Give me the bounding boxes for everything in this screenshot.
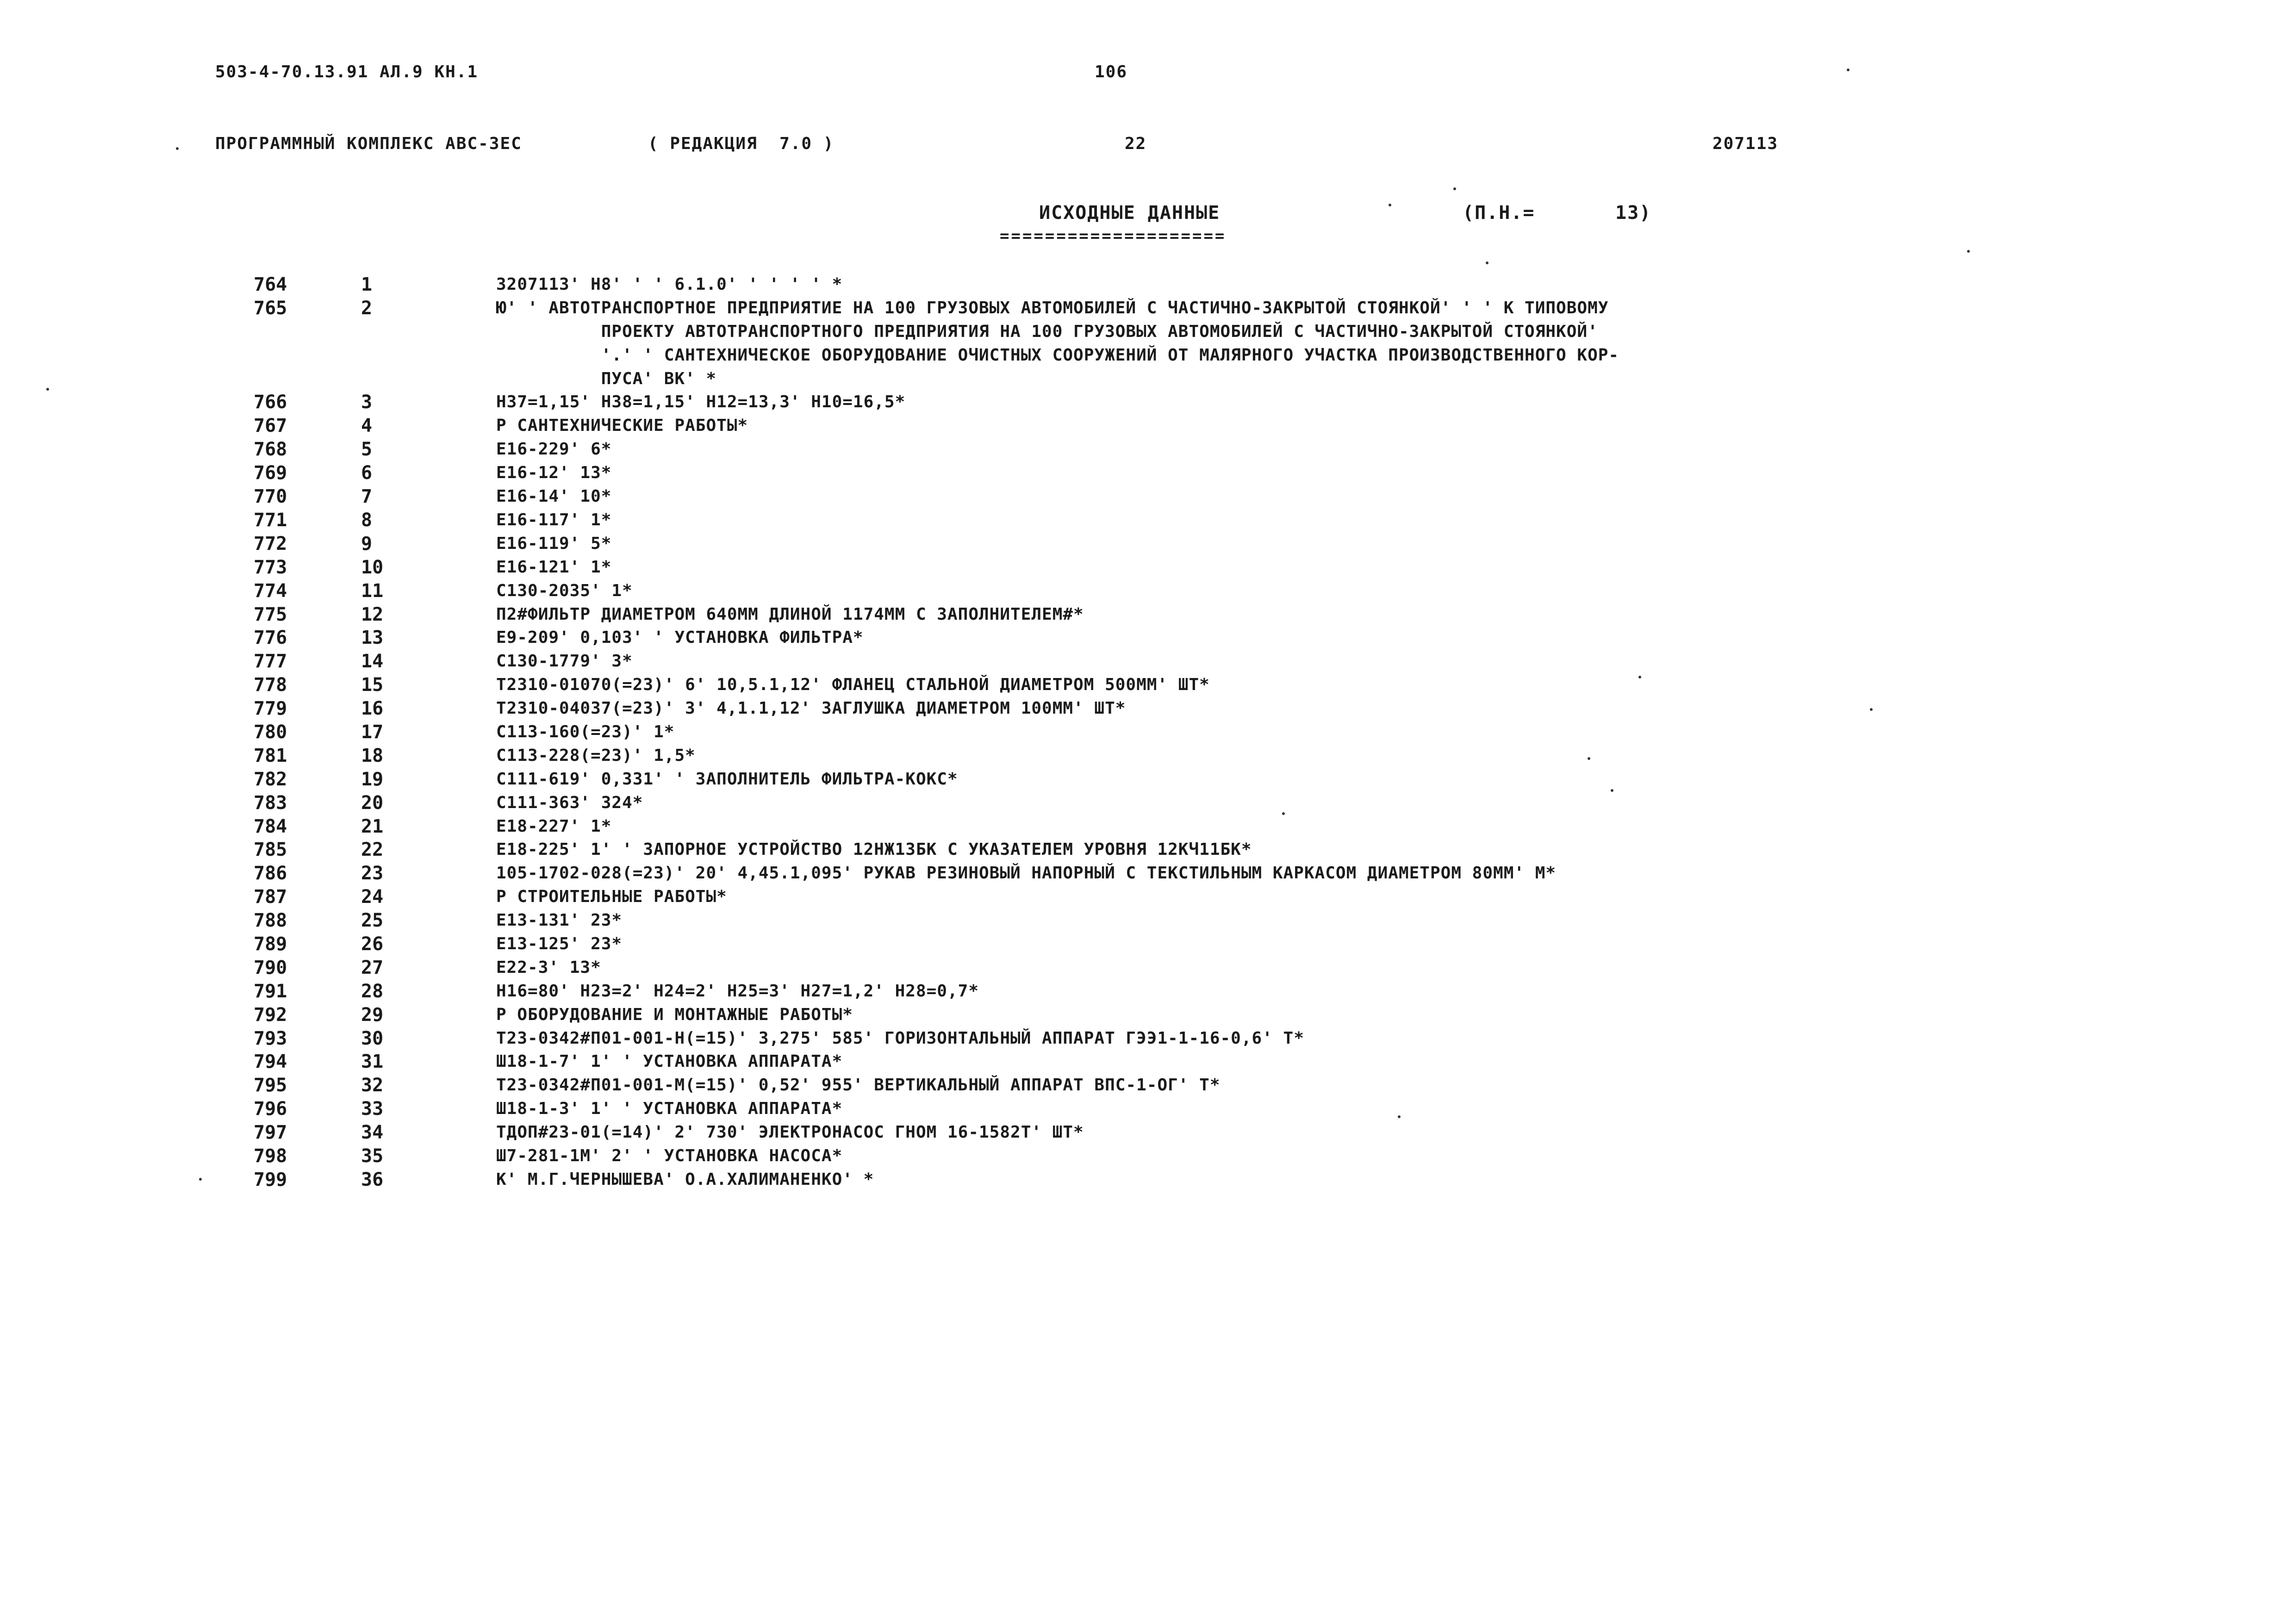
row-text: С113-228(=23)' 1,5* <box>496 746 696 765</box>
row-line-number: 23 <box>361 863 384 884</box>
row-line-number: 31 <box>361 1051 384 1073</box>
row-sequence-number: 780 <box>254 721 287 743</box>
row-text: ПУСА' ВК' * <box>496 369 717 388</box>
listing-row <box>0 956 2273 980</box>
row-sequence-number: 799 <box>254 1169 287 1190</box>
row-text: Е18-227' 1* <box>496 816 612 836</box>
listing-row <box>0 1074 2273 1097</box>
listing-row <box>0 791 2273 815</box>
row-line-number: 34 <box>361 1122 384 1144</box>
row-sequence-number: 788 <box>254 910 287 932</box>
title-underline: ==================== <box>1000 227 1227 245</box>
listing-row <box>0 697 2273 721</box>
row-line-number: 32 <box>361 1075 384 1096</box>
row-sequence-number: 794 <box>254 1051 287 1073</box>
row-text: С130-2035' 1* <box>496 581 633 600</box>
listing-rows <box>0 273 2273 1192</box>
listing-row <box>0 721 2273 744</box>
row-sequence-number: 766 <box>254 392 287 413</box>
listing-row <box>0 815 2273 839</box>
row-line-number: 16 <box>361 698 384 720</box>
program-name: ПРОГРАММНЫЙ КОМПЛЕКС АВС-3ЕС <box>215 134 522 153</box>
row-line-number: 5 <box>361 439 373 460</box>
row-sequence-number: 798 <box>254 1145 287 1167</box>
row-line-number: 30 <box>361 1027 384 1049</box>
listing-row <box>0 297 2273 391</box>
row-line-number: 28 <box>361 980 384 1002</box>
listing-row <box>0 933 2273 956</box>
row-text: Р САНТЕХНИЧЕСКИЕ РАБОТЫ* <box>496 416 748 436</box>
row-text: Е16-117' 1* <box>496 510 612 529</box>
row-sequence-number: 776 <box>254 627 287 649</box>
row-line-number: 2 <box>361 297 373 319</box>
row-line-number: 1 <box>361 274 373 295</box>
row-line-number: 4 <box>361 415 373 437</box>
row-sequence-number: 797 <box>254 1122 287 1144</box>
listing-row <box>0 1145 2273 1168</box>
row-text: Е22-3' 13* <box>496 958 601 977</box>
listing-row <box>0 532 2273 556</box>
row-sequence-number: 789 <box>254 933 287 955</box>
row-text: Т2310-04037(=23)' 3' 4,1.1,12' ЗАГЛУШКА ДИАМЕТРОМ 100ММ' ШТ* <box>496 699 1126 718</box>
row-line-number: 6 <box>361 462 373 484</box>
row-text: '.' ' САНТЕХНИЧЕСКОЕ ОБОРУДОВАНИЕ ОЧИСТНЫХ СООРУЖЕНИЙ ОТ МАЛЯРНОГО УЧАСТКА ПРОИЗВОДСТВЕННОГО КОР- <box>496 345 1619 365</box>
row-line-number: 22 <box>361 839 384 861</box>
row-sequence-number: 775 <box>254 604 287 625</box>
listing-row <box>0 1050 2273 1074</box>
row-sequence-number: 782 <box>254 768 287 790</box>
listing-row <box>0 673 2273 697</box>
row-sequence-number: 777 <box>254 651 287 672</box>
listing-row <box>0 768 2273 791</box>
section-title: ИСХОДНЫЕ ДАННЫЕ <box>1039 202 1221 224</box>
listing-row <box>0 744 2273 768</box>
row-line-number: 7 <box>361 486 373 508</box>
row-line-number: 21 <box>361 815 384 837</box>
section-number: 22 <box>1125 134 1147 153</box>
listing-row <box>0 461 2273 485</box>
row-text: С130-1779' 3* <box>496 652 633 671</box>
row-line-number: 3 <box>361 392 373 413</box>
row-sequence-number: 773 <box>254 556 287 578</box>
row-text: Р СТРОИТЕЛЬНЫЕ РАБОТЫ* <box>496 887 727 907</box>
edition: ( РЕДАКЦИЯ 7.0 ) <box>648 134 834 153</box>
listing-code: 207113 <box>1713 134 1779 153</box>
row-sequence-number: 792 <box>254 1004 287 1026</box>
scan-speck <box>1588 757 1590 760</box>
row-line-number: 29 <box>361 1004 384 1026</box>
scan-speck <box>176 147 179 150</box>
listing-row <box>0 838 2273 862</box>
row-text: Ш7-281-1М' 2' ' УСТАНОВКА НАСОСА* <box>496 1146 843 1165</box>
row-text: Н37=1,15' Н38=1,15' Н12=13,3' Н10=16,5* <box>496 392 906 412</box>
listing-row <box>0 980 2273 1003</box>
row-text: Е16-229' 6* <box>496 440 612 459</box>
row-sequence-number: 768 <box>254 439 287 460</box>
row-sequence-number: 796 <box>254 1098 287 1120</box>
scan-speck <box>199 1178 202 1181</box>
row-sequence-number: 783 <box>254 792 287 814</box>
row-text: ТДОП#23-01(=14)' 2' 730' ЭЛЕКТРОНАСОС ГНОМ 16-1582Т' ШТ* <box>496 1123 1084 1142</box>
row-line-number: 19 <box>361 768 384 790</box>
row-sequence-number: 790 <box>254 957 287 978</box>
row-text: С111-619' 0,331' ' ЗАПОЛНИТЕЛЬ ФИЛЬТРА-КОКС* <box>496 769 958 789</box>
row-sequence-number: 787 <box>254 886 287 908</box>
row-text: Е9-209' 0,103' ' УСТАНОВКА ФИЛЬТРА* <box>496 628 864 647</box>
page-number: 106 <box>1095 62 1128 81</box>
listing-row <box>0 1027 2273 1051</box>
row-text: 105-1702-028(=23)' 20' 4,45.1,095' РУКАВ РЕЗИНОВЫЙ НАПОРНЫЙ С ТЕКСТИЛЬНЫМ КАРКАСОМ ДИАМЕТРОМ 80ММ' М* <box>496 864 1557 883</box>
scan-speck <box>1389 204 1391 206</box>
row-sequence-number: 774 <box>254 580 287 602</box>
row-sequence-number: 795 <box>254 1075 287 1096</box>
row-line-number: 13 <box>361 627 384 649</box>
row-sequence-number: 786 <box>254 863 287 884</box>
row-line-number: 33 <box>361 1098 384 1120</box>
listing-row <box>0 626 2273 650</box>
listing-row <box>0 438 2273 461</box>
row-text: Е16-121' 1* <box>496 557 612 577</box>
scan-speck <box>1453 187 1456 190</box>
row-text: ПРОЕКТУ АВТОТРАНСПОРТНОГО ПРЕДПРИЯТИЯ НА 100 ГРУЗОВЫХ АВТОМОБИЛЕЙ С ЧАСТИЧНО-ЗАКРЫТОЙ СТОЯНКОЙ' <box>496 322 1598 341</box>
scan-speck <box>1486 261 1488 264</box>
row-line-number: 14 <box>361 651 384 672</box>
row-text: С113-160(=23)' 1* <box>496 722 675 741</box>
listing-row <box>0 603 2273 627</box>
row-text: Ю' ' АВТОТРАНСПОРТНОЕ ПРЕДПРИЯТИЕ НА 100 ГРУЗОВЫХ АВТОМОБИЛЕЙ С ЧАСТИЧНО-ЗАКРЫТОЙ СТОЯНКОЙ' ' ' К ТИПОВОМУ <box>496 298 1609 317</box>
row-line-number: 20 <box>361 792 384 814</box>
listing-row <box>0 1121 2273 1145</box>
listing-row <box>0 862 2273 885</box>
row-text: Е16-12' 13* <box>496 463 612 483</box>
listing-row <box>0 556 2273 579</box>
row-line-number: 8 <box>361 509 373 531</box>
listing-row <box>0 1168 2273 1192</box>
row-text: Р ОБОРУДОВАНИЕ И МОНТАЖНЫЕ РАБОТЫ* <box>496 1005 853 1024</box>
row-sequence-number: 771 <box>254 509 287 531</box>
listing-row <box>0 391 2273 414</box>
row-sequence-number: 778 <box>254 674 287 696</box>
row-text: Е16-14' 10* <box>496 487 612 506</box>
row-line-number: 36 <box>361 1169 384 1190</box>
scan-speck <box>46 388 49 391</box>
scan-speck <box>1638 676 1641 678</box>
scan-speck <box>1611 789 1613 792</box>
row-text: Е13-131' 23* <box>496 911 623 930</box>
row-text: С111-363' 324* <box>496 793 643 812</box>
row-text: Т2310-01070(=23)' 6' 10,5.1,12' ФЛАНЕЦ СТАЛЬНОЙ ДИАМЕТРОМ 500ММ' ШТ* <box>496 675 1210 695</box>
row-text: Е18-225' 1' ' ЗАПОРНОЕ УСТРОЙСТВО 12НЖ13БК С УКАЗАТЕЛЕМ УРОВНЯ 12КЧ11БК* <box>496 840 1252 859</box>
listing-row <box>0 885 2273 909</box>
row-text: Ш18-1-3' 1' ' УСТАНОВКА АППАРАТА* <box>496 1099 843 1119</box>
row-text: Е13-125' 23* <box>496 934 623 953</box>
row-text: Н16=80' Н23=2' Н24=2' Н25=3' Н27=1,2' Н28=0,7* <box>496 981 979 1001</box>
listing-row <box>0 414 2273 438</box>
row-sequence-number: 793 <box>254 1027 287 1049</box>
row-line-number: 27 <box>361 957 384 978</box>
row-line-number: 11 <box>361 580 384 602</box>
row-sequence-number: 785 <box>254 839 287 861</box>
listing-row <box>0 909 2273 933</box>
row-text: Ш18-1-7' 1' ' УСТАНОВКА АППАРАТА* <box>496 1052 843 1071</box>
listing-row <box>0 650 2273 673</box>
row-sequence-number: 791 <box>254 980 287 1002</box>
row-text: Т23-0342#П01-001-М(=15)' 0,52' 955' ВЕРТИКАЛЬНЫЙ АППАРАТ ВПС-1-ОГ' Т* <box>496 1076 1221 1095</box>
row-line-number: 9 <box>361 533 373 554</box>
row-sequence-number: 772 <box>254 533 287 554</box>
row-line-number: 17 <box>361 721 384 743</box>
listing-row <box>0 485 2273 509</box>
scan-speck <box>1967 250 1970 253</box>
doc-code: 503-4-70.13.91 АЛ.9 КН.1 <box>215 62 479 81</box>
row-sequence-number: 781 <box>254 745 287 766</box>
row-line-number: 18 <box>361 745 384 766</box>
row-sequence-number: 764 <box>254 274 287 295</box>
row-text: К' М.Г.ЧЕРНЫШЕВА' О.А.ХАЛИМАНЕНКО' * <box>496 1170 874 1189</box>
row-line-number: 35 <box>361 1145 384 1167</box>
scan-speck <box>1847 68 1850 71</box>
scan-speck <box>1870 708 1873 711</box>
row-line-number: 25 <box>361 910 384 932</box>
row-line-number: 10 <box>361 556 384 578</box>
pn-value: 13) <box>1615 202 1652 224</box>
listing-row <box>0 1097 2273 1121</box>
row-line-number: 24 <box>361 886 384 908</box>
row-sequence-number: 784 <box>254 815 287 837</box>
scan-speck <box>1398 1115 1401 1118</box>
row-sequence-number: 770 <box>254 486 287 508</box>
listing-row <box>0 509 2273 532</box>
row-text: П2#ФИЛЬТР ДИАМЕТРОМ 640ММ ДЛИНОЙ 1174ММ С ЗАПОЛНИТЕЛЕМ#* <box>496 604 1084 624</box>
row-sequence-number: 779 <box>254 698 287 720</box>
row-line-number: 26 <box>361 933 384 955</box>
row-text: Е16-119' 5* <box>496 534 612 553</box>
pn-label: (П.Н.= <box>1463 202 1535 224</box>
row-line-number: 12 <box>361 604 384 625</box>
row-line-number: 15 <box>361 674 384 696</box>
row-sequence-number: 767 <box>254 415 287 437</box>
listing-row <box>0 1003 2273 1027</box>
listing-row <box>0 579 2273 603</box>
row-text: 3207113' Н8' ' ' 6.1.0' ' ' ' ' * <box>496 275 843 294</box>
row-sequence-number: 765 <box>254 297 287 319</box>
listing-row <box>0 273 2273 297</box>
row-sequence-number: 769 <box>254 462 287 484</box>
scan-speck <box>1282 812 1285 815</box>
row-text: Т23-0342#П01-001-Н(=15)' 3,275' 585' ГОРИЗОНТАЛЬНЫЙ АППАРАТ ГЭЭ1-1-16-0,6' Т* <box>496 1028 1304 1048</box>
